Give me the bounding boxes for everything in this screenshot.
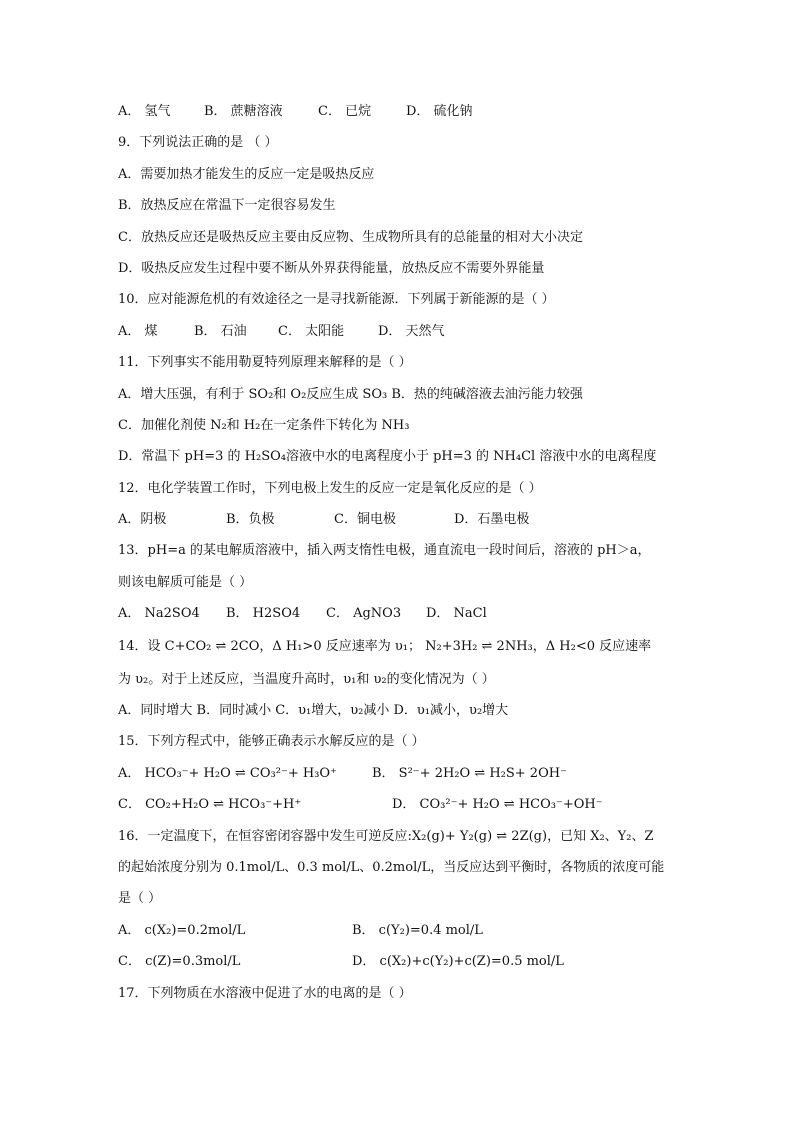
answer-option: A．阴极 <box>118 512 167 528</box>
text-line: 15．下列方程式中，能够正确表示水解反应的是（ ） <box>118 734 425 750</box>
answer-option: C．铜电极 <box>334 512 396 528</box>
text-line <box>118 598 698 629</box>
answer-option: D． CO₃²⁻+ H₂O ⇌ HCO₃⁻+OH⁻ <box>392 797 603 813</box>
answer-option: D． c(X₂)+c(Y₂)+c(Z)=0.5 mol/L <box>352 954 564 970</box>
answer-option: C． 太阳能 <box>278 323 345 339</box>
text-line: D．吸热反应发生过程中要不断从外界获得能量，放热反应不需要外界能量 <box>118 260 545 276</box>
answer-option: D．石墨电极 <box>454 512 530 528</box>
text-line <box>118 316 698 347</box>
answer-option: A． c(X₂)=0.2mol/L <box>118 922 246 938</box>
text-line <box>118 789 698 820</box>
text-line: 是（ ） <box>118 891 162 907</box>
text-line <box>118 758 698 789</box>
text-line: 14．设 C+CO₂ ⇌ 2CO，Δ H₁>0 反应速率为 υ₁； N₂+3H₂ ⇌ 2NH₃，Δ H₂<0 反应速率 <box>118 638 652 654</box>
answer-option: C． 已烷 <box>318 104 372 119</box>
text-line: 则该电解质可能是（ ） <box>118 574 253 590</box>
answer-option: A． 煤 <box>118 323 158 339</box>
answer-option: B． 蔗糖溶液 <box>204 104 283 119</box>
text-line: 9．下列说法正确的是 （ ） <box>118 135 278 151</box>
text-line: 13．pH=a 的某电解质溶液中，插入两支惰性电极，通直流电一段时间后，溶液的 pH＞a， <box>118 543 651 559</box>
answer-option: A． 氢气 <box>118 104 171 119</box>
answer-option: B． c(Y₂)=0.4 mol/L <box>352 922 483 938</box>
text-line <box>118 96 698 127</box>
answer-option: A． HCO₃⁻+ H₂O ⇌ CO₃²⁻+ H₃O⁺ <box>118 765 337 781</box>
text-line: 的起始浓度分别为 0.1mol/L、0.3 mol/L、0.2mol/L，当反应达到平衡时，各物质的浓度可能 <box>118 859 665 875</box>
answer-option: B． S²⁻+ 2H₂O ⇌ H₂S+ 2OH⁻ <box>372 765 567 781</box>
text-line: C．放热反应还是吸热反应主要由反应物、生成物所具有的总能量的相对大小决定 <box>118 229 583 245</box>
text-line <box>118 504 698 535</box>
text-line: 12．电化学装置工作时，下列电极上发生的反应一定是氧化反应的是（ ） <box>118 480 542 496</box>
text-line: D．常温下 pH=3 的 H₂SO₄溶液中水的电离程度小于 pH=3 的 NH₄Cl 溶液中水的电离程度 <box>118 449 657 465</box>
text-line: 11．下列事实不能用勒夏特列原理来解释的是（ ） <box>118 355 412 371</box>
answer-option: B．负极 <box>226 512 275 528</box>
text-line: 10．应对能源危机的有效途径之一是寻找新能源．下列属于新能源的是（ ） <box>118 292 555 308</box>
answer-option: A． Na2SO4 <box>118 606 200 622</box>
answer-option: B． H2SO4 <box>226 606 301 622</box>
text-line: 16．一定温度下，在恒容密闭容器中发生可逆反应:X₂(g)+ Y₂(g) ⇌ 2Z(g)，已知 X₂、Y₂、Z <box>118 828 654 844</box>
answer-option: C． CO₂+H₂O ⇌ HCO₃⁻+H⁺ <box>118 797 302 813</box>
text-line: A．增大压强，有利于 SO₂和 O₂反应生成 SO₃ B．热的纯碱溶液去油污能力较强 <box>118 386 583 402</box>
answer-option: D． 天然气 <box>378 323 445 339</box>
text-line <box>118 915 698 946</box>
answer-option: D． NaCl <box>426 606 487 622</box>
answer-option: C． AgNO3 <box>326 606 402 622</box>
text-line: A．同时增大 B．同时减小 C．υ₁增大，υ₂减小 D．υ₁减小，υ₂增大 <box>118 703 509 719</box>
text-line: B．放热反应在常温下一定很容易发生 <box>118 198 336 214</box>
answer-option: D． 硫化钠 <box>406 104 473 119</box>
answer-option: C． c(Z)=0.3mol/L <box>118 954 241 970</box>
document-page <box>118 96 698 1009</box>
text-line: 为 υ₂。对于上述反应，当温度升高时，υ₁和 υ₂的变化情况为（ ） <box>118 671 495 687</box>
text-line: 17．下列物质在水溶液中促进了水的电离的是（ ） <box>118 985 412 1001</box>
text-line: A．需要加热才能发生的反应一定是吸热反应 <box>118 166 375 182</box>
text-line <box>118 946 698 977</box>
answer-option: B． 石油 <box>194 323 247 339</box>
text-line: C．加催化剂使 N₂和 H₂在一定条件下转化为 NH₃ <box>118 417 410 433</box>
